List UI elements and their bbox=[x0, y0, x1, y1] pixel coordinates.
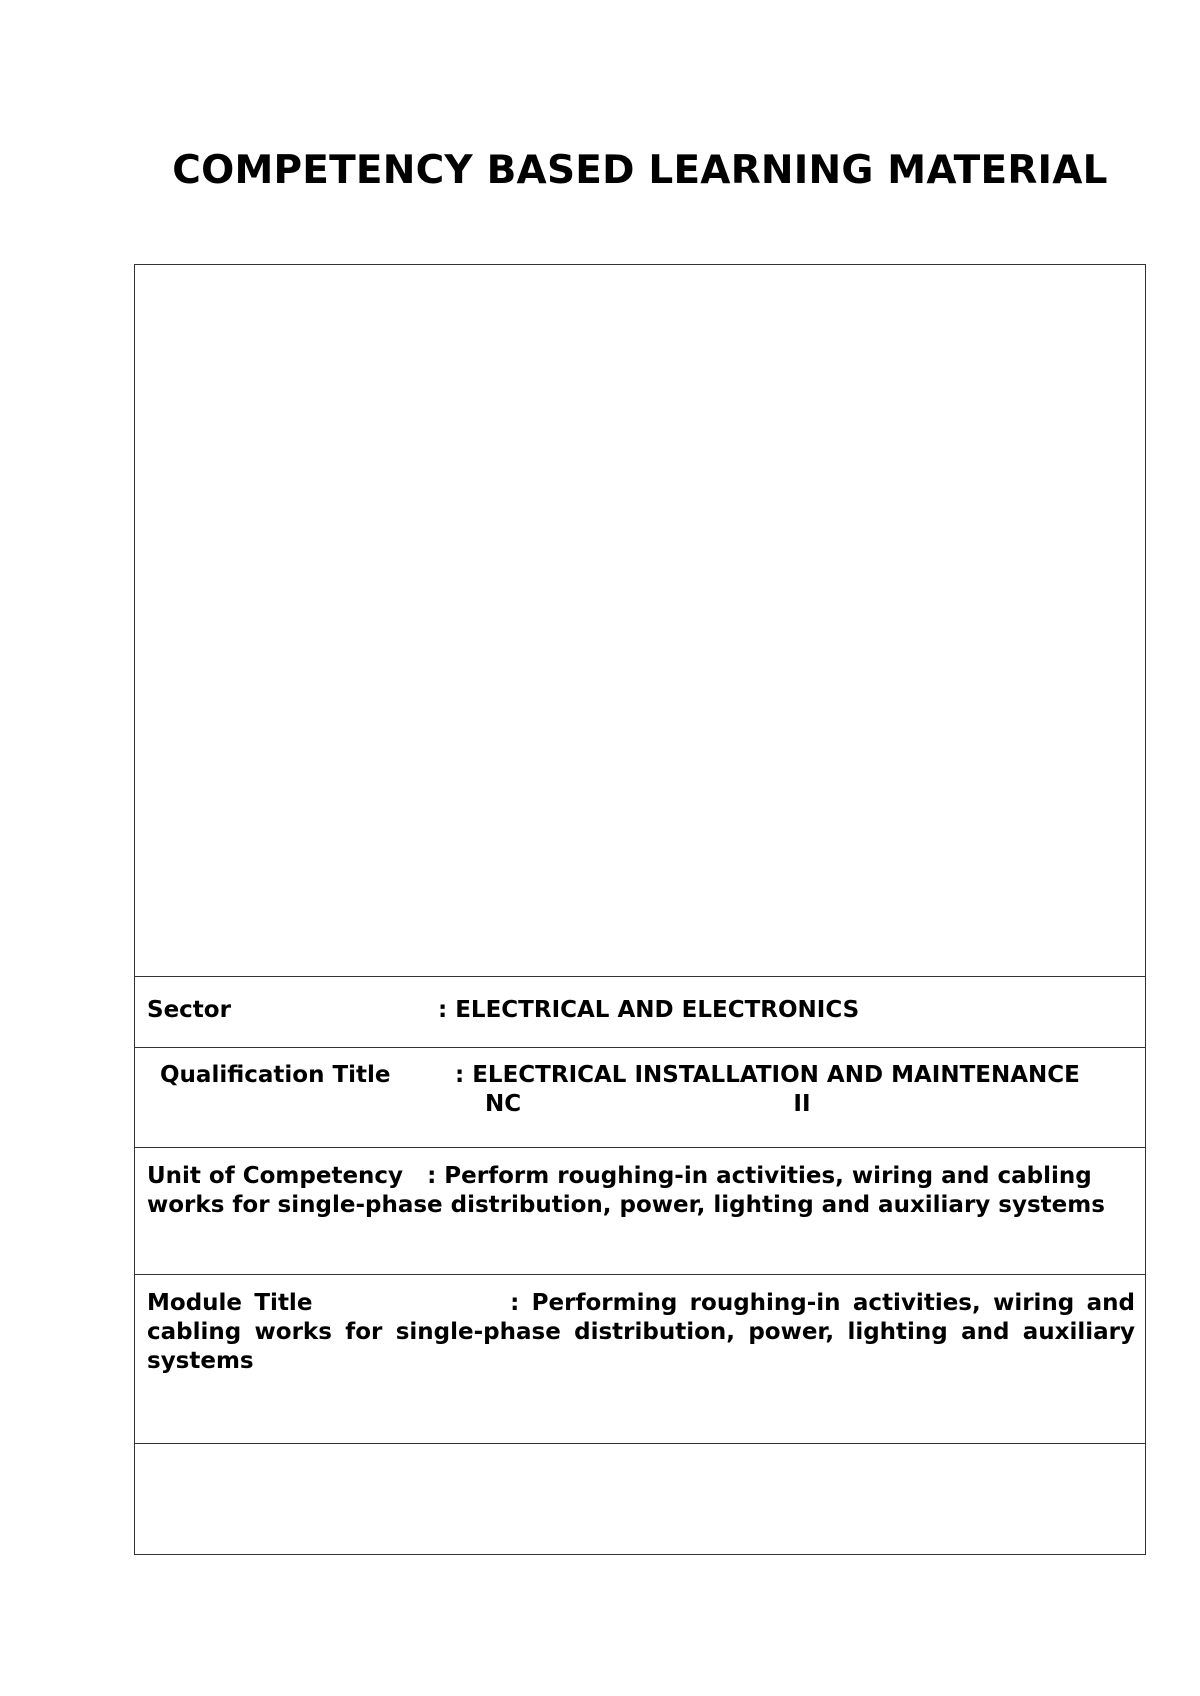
blank-row bbox=[135, 1444, 1145, 1554]
qualification-level: II bbox=[793, 1091, 811, 1117]
unit-of-competency-text bbox=[147, 1162, 1133, 1220]
module-title-row bbox=[135, 1275, 1145, 1444]
cover-image-area bbox=[135, 265, 1145, 977]
qualification-row bbox=[135, 1048, 1145, 1148]
qualification-value bbox=[455, 1061, 1135, 1119]
qualification-level-prefix: NC bbox=[485, 1091, 522, 1117]
module-title-value: : Performing roughing-in activities, wiring and cabling works for single-phase distribution, power, lighting and auxiliary systems bbox=[147, 1290, 1135, 1374]
qualification-label: Qualification Title bbox=[160, 1062, 391, 1088]
qualification-value-line1: : ELECTRICAL INSTALLATION AND MAINTENANCE bbox=[455, 1062, 1080, 1088]
qualification-value-line2 bbox=[455, 1090, 1135, 1119]
sector-label: Sector bbox=[147, 997, 231, 1023]
unit-of-competency-label: Unit of Competency bbox=[147, 1163, 404, 1189]
document-title: COMPETENCY BASED LEARNING MATERIAL bbox=[172, 148, 1108, 193]
unit-of-competency-row bbox=[135, 1148, 1145, 1275]
module-title-label: Module Title bbox=[147, 1290, 313, 1316]
sector-row bbox=[135, 977, 1145, 1048]
sector-value: : ELECTRICAL AND ELECTRONICS bbox=[438, 997, 860, 1023]
cover-table bbox=[134, 264, 1146, 1555]
unit-of-competency-value: : Perform roughing-in activities, wiring and cabling works for single-phase distribution, power, lighting and auxiliary systems bbox=[147, 1163, 1105, 1218]
module-title-text bbox=[147, 1289, 1135, 1376]
